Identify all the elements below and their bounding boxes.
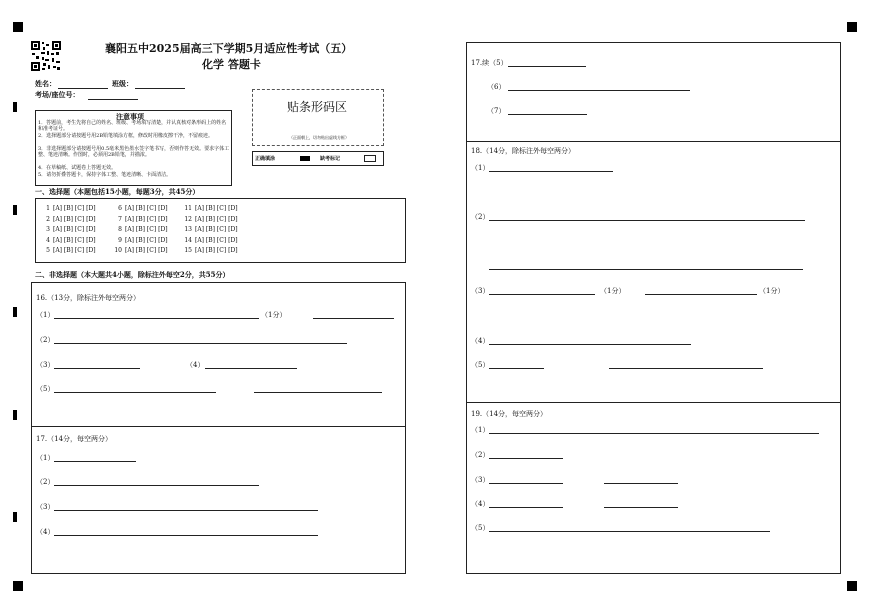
choice-item-12 xyxy=(182,216,238,223)
q16-point-note: （1分） xyxy=(261,311,287,319)
q17-label-2: （2） xyxy=(36,478,55,486)
q16-answer-2[interactable] xyxy=(54,343,347,344)
choice-options[interactable]: [A] [B] [C] [D] xyxy=(195,215,238,223)
q16-answer-5b[interactable] xyxy=(254,392,382,393)
q19-label-4: （4） xyxy=(471,500,490,508)
choice-options[interactable]: [A] [B] [C] [D] xyxy=(195,226,238,233)
notice-item: 2．选择题部分请按题号用2B铅笔填涂方框，修改时用橡皮擦干净，不留痕迹。 xyxy=(38,133,214,139)
choice-options[interactable]: [A] [B] [C] [D] xyxy=(195,247,238,254)
q17-answer-2[interactable] xyxy=(54,485,259,486)
q19-box xyxy=(466,402,841,574)
choice-options[interactable]: [A] [B] [C] [D] xyxy=(125,247,168,254)
class-label: 班级： xyxy=(112,79,133,88)
q19-answer-4a[interactable] xyxy=(489,507,563,508)
q18-answer-3a[interactable] xyxy=(489,294,595,295)
q19-label-3: （3） xyxy=(471,476,490,484)
choice-item-3 xyxy=(40,226,96,233)
choice-item-9 xyxy=(112,237,168,244)
q16-answer-1b[interactable] xyxy=(313,318,394,319)
qr-code-icon xyxy=(31,41,61,71)
q19-label-2: （2） xyxy=(471,451,490,459)
q16-label-3: （3） xyxy=(36,361,55,369)
choice-number: 3 xyxy=(46,226,50,233)
q16-answer-1a[interactable] xyxy=(54,318,259,319)
corner-mark-top-right xyxy=(847,22,857,32)
side-tick xyxy=(13,410,17,420)
q17-continued-title: 17.续（5） xyxy=(471,59,508,67)
choice-item-13 xyxy=(182,226,238,233)
q17-label-6: （6） xyxy=(487,83,506,91)
choice-number: 1 xyxy=(46,205,50,212)
choice-number: 11 xyxy=(184,205,192,212)
absent-mark-box[interactable] xyxy=(364,155,376,162)
q17-answer-7[interactable] xyxy=(508,114,587,115)
choice-options[interactable]: [A] [B] [C] [D] xyxy=(125,236,168,244)
q18-label-2: （2） xyxy=(471,213,490,221)
notice-box xyxy=(35,110,232,186)
q17-label-7: （7） xyxy=(487,107,506,115)
q18-label-5: （5） xyxy=(471,361,490,369)
side-tick xyxy=(13,307,17,317)
choice-item-1 xyxy=(40,205,96,212)
choice-item-7 xyxy=(112,216,168,223)
q16-label-1: （1） xyxy=(36,311,55,319)
notice-item: 3．非选择题部分请按题号用0.5毫米黑色墨水签字笔书写，否则作答无效。要求字体工整、笔迹清晰。作图时，必须用2B铅笔，并描浓。 xyxy=(38,146,230,158)
choice-number: 9 xyxy=(118,236,122,244)
q17-answer-3[interactable] xyxy=(54,510,318,511)
q18-answer-1[interactable] xyxy=(489,171,613,172)
name-field[interactable] xyxy=(58,88,108,89)
choice-number: 8 xyxy=(118,226,122,233)
choice-item-14 xyxy=(182,237,238,244)
choice-options[interactable]: [A] [B] [C] [D] xyxy=(125,215,168,223)
q18-answer-5a[interactable] xyxy=(489,368,544,369)
choice-options[interactable]: [A] [B] [C] [D] xyxy=(195,236,238,244)
q19-answer-4b[interactable] xyxy=(604,507,678,508)
q17-continued-box xyxy=(466,42,841,142)
q18-title: 18.（14分，除标注外每空两分） xyxy=(471,147,576,155)
choice-item-2 xyxy=(40,216,96,223)
choice-number: 4 xyxy=(46,236,50,244)
q19-label-1: （1） xyxy=(471,426,490,434)
choice-item-10 xyxy=(112,247,168,254)
q18-answer-4[interactable] xyxy=(489,344,691,345)
choice-item-4 xyxy=(40,237,96,244)
q17-answer-4[interactable] xyxy=(54,535,318,536)
notice-title: 注意事项 xyxy=(116,112,144,121)
corner-mark-bottom-right xyxy=(847,581,857,591)
side-tick xyxy=(13,102,17,112)
q18-label-1: （1） xyxy=(471,164,490,172)
q17-label-3: （3） xyxy=(36,503,55,511)
q16-label-2: （2） xyxy=(36,336,55,344)
name-label: 姓名： xyxy=(35,79,56,88)
class-field[interactable] xyxy=(135,88,185,89)
seat-label: 考场/座位号： xyxy=(35,90,80,99)
q17-title: 17.（14分，每空两分） xyxy=(36,435,113,443)
choice-options[interactable]: [A] [B] [C] [D] xyxy=(53,226,96,233)
choice-number: 13 xyxy=(184,226,192,233)
q19-answer-3b[interactable] xyxy=(604,483,678,484)
q17-label-1: （1） xyxy=(36,454,55,462)
q16-answer-3[interactable] xyxy=(54,368,140,369)
side-tick xyxy=(13,512,17,522)
q18-answer-5b[interactable] xyxy=(609,368,763,369)
choice-options[interactable]: [A] [B] [C] [D] xyxy=(53,215,96,223)
choice-number: 10 xyxy=(114,247,122,254)
section2-title: 二、非选择题（本大题共4小题，除标注外每空2分，共55分） xyxy=(35,270,230,279)
choice-options[interactable]: [A] [B] [C] [D] xyxy=(53,236,96,244)
q18-box xyxy=(466,141,841,403)
notice-item: 1．答题前，考生先将自己的姓名、班级、考场填写清楚，并认真核对条形码上的姓名和准考证号。 xyxy=(38,120,227,132)
correct-fill-label: 正确填涂 xyxy=(255,156,276,162)
choice-number: 7 xyxy=(118,215,122,223)
choice-options[interactable]: [A] [B] [C] [D] xyxy=(125,205,168,212)
q16-answer-5a[interactable] xyxy=(54,392,216,393)
q19-answer-1[interactable] xyxy=(489,433,819,434)
corner-mark-top-left xyxy=(13,22,23,32)
choice-number: 5 xyxy=(46,247,50,254)
filled-box-sample xyxy=(300,156,310,161)
seat-field[interactable] xyxy=(88,99,138,100)
choice-item-6 xyxy=(112,205,168,212)
choice-item-15 xyxy=(182,247,238,254)
q18-answer-2a[interactable] xyxy=(489,220,805,221)
exam-subtitle: 化学 答题卡 xyxy=(202,58,261,71)
q16-label-5: （5） xyxy=(36,385,55,393)
choice-number: 12 xyxy=(184,215,192,223)
choice-number: 2 xyxy=(46,215,50,223)
q19-answer-2[interactable] xyxy=(489,458,563,459)
q18-answer-2b[interactable] xyxy=(489,269,803,270)
q16-title: 16.（13分，除标注外每空两分） xyxy=(36,294,141,302)
q19-label-5: （5） xyxy=(471,524,490,532)
choice-number: 14 xyxy=(184,236,192,244)
q18-label-3: （3） xyxy=(471,287,490,295)
barcode-area xyxy=(252,89,384,146)
corner-mark-bottom-left xyxy=(13,581,23,591)
choice-item-11 xyxy=(182,205,238,212)
q16-label-4: （4） xyxy=(186,361,205,369)
choice-options[interactable]: [A] [B] [C] [D] xyxy=(125,226,168,233)
q17-answer-6[interactable] xyxy=(508,90,690,91)
q17-label-4: （4） xyxy=(36,528,55,536)
q18-answer-3b[interactable] xyxy=(645,294,757,295)
choice-options[interactable]: [A] [B] [C] [D] xyxy=(53,205,96,212)
side-tick xyxy=(13,205,17,215)
q16-box xyxy=(31,282,406,427)
q16-answer-4[interactable] xyxy=(205,368,297,369)
q18-point-note-1: （1分） xyxy=(600,287,626,295)
notice-item: 4．在草稿纸、试题卷上答题无效。 xyxy=(38,165,117,171)
choice-options[interactable]: [A] [B] [C] [D] xyxy=(195,205,238,212)
fill-legend-box xyxy=(252,151,384,166)
q17-box xyxy=(31,426,406,574)
q19-answer-5[interactable] xyxy=(489,531,770,532)
q19-title: 19.（14分，每空两分） xyxy=(471,410,548,418)
q17-answer-5[interactable] xyxy=(508,66,586,67)
absent-mark-label: 缺考标记 xyxy=(320,156,341,162)
exam-title: 襄阳五中2025届高三下学期5月适应性考试（五） xyxy=(105,42,353,55)
barcode-title: 贴条形码区 xyxy=(287,100,348,114)
q18-point-note-2: （1分） xyxy=(759,287,785,295)
q18-label-4: （4） xyxy=(471,337,490,345)
q19-answer-3a[interactable] xyxy=(489,483,563,484)
choice-grid xyxy=(35,198,406,263)
choice-number: 15 xyxy=(184,247,192,254)
notice-item: 5．请勿折叠答题卡，保持字体工整、笔迹清晰、卡面清洁。 xyxy=(38,172,172,178)
choice-item-5 xyxy=(40,247,96,254)
choice-item-8 xyxy=(112,226,168,233)
q17-answer-1[interactable] xyxy=(54,461,136,462)
choice-options[interactable]: [A] [B] [C] [D] xyxy=(53,247,96,254)
barcode-note: （正面朝上，切勿贴出虚线方框） xyxy=(289,135,349,140)
section1-title: 一、选择题（本题包括15小题，每题3分，共45分） xyxy=(35,187,200,196)
choice-number: 6 xyxy=(118,205,122,212)
